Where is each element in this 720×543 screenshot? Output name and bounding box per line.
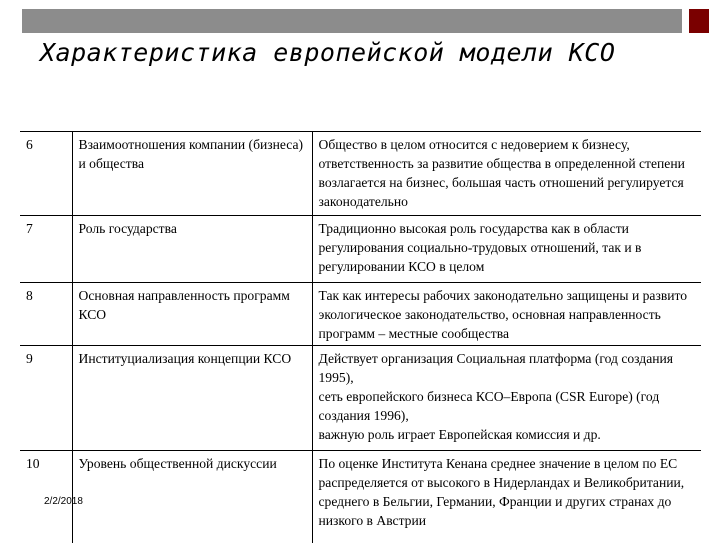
description-line: Так как интересы рабочих законодательно защищены и развито экологическое законодательство, основная направленность программ – местные сообщества: [318, 288, 688, 341]
table-row: [20, 451, 701, 543]
row-number: 6: [20, 132, 72, 216]
row-aspect: Роль государства: [72, 216, 312, 283]
description-line: Традиционно высокая роль государства как в области регулирования социально-трудовых отношений, так и в регулировании КСО в целом: [318, 221, 642, 274]
description-line: сеть европейского бизнеса КСО–Европа (CSR Europe) (год создания 1996),: [318, 389, 660, 423]
slide-title: Характеристика европейской модели КСО: [40, 38, 616, 67]
row-aspect: Основная направленность программ КСО: [72, 283, 312, 346]
row-number: 8: [20, 283, 72, 346]
row-number: 7: [20, 216, 72, 283]
row-description: [312, 451, 701, 543]
row-description: [312, 132, 701, 216]
row-description: [312, 216, 701, 283]
row-aspect: Институциализация концепции КСО: [72, 346, 312, 451]
slide-date: 2/2/2018: [44, 496, 83, 507]
description-line: важную роль играет Европейская комиссия и др.: [318, 427, 601, 442]
characteristics-table: [20, 131, 701, 543]
row-description: [312, 346, 701, 451]
row-number: 10: [20, 451, 72, 543]
header-decor-square: [689, 9, 709, 33]
table-row: [20, 132, 701, 216]
description-line: Действует организация Социальная платформа (год создания 1995),: [318, 351, 674, 385]
row-aspect: Взаимоотношения компании (бизнеса) и общества: [72, 132, 312, 216]
row-aspect: Уровень общественной дискуссии: [72, 451, 312, 543]
table-row: [20, 216, 701, 283]
row-description: [312, 283, 701, 346]
table-row: [20, 346, 701, 451]
header-decor-bar: [22, 9, 682, 33]
table-row: [20, 283, 701, 346]
description-line: Общество в целом относится с недоверием к бизнесу, ответственность за развитие общества в определенной степени возлагается на бизнес, большая часть отношений регулируется законодательно: [318, 137, 685, 209]
description-line: По оценке Института Кенана среднее значение в целом по ЕС распределяется от высокого в Нидерландах и Великобритании, среднего в Бельгии, Германии, Франции и других странах до низкого в Австрии: [318, 456, 685, 528]
row-number: 9: [20, 346, 72, 451]
